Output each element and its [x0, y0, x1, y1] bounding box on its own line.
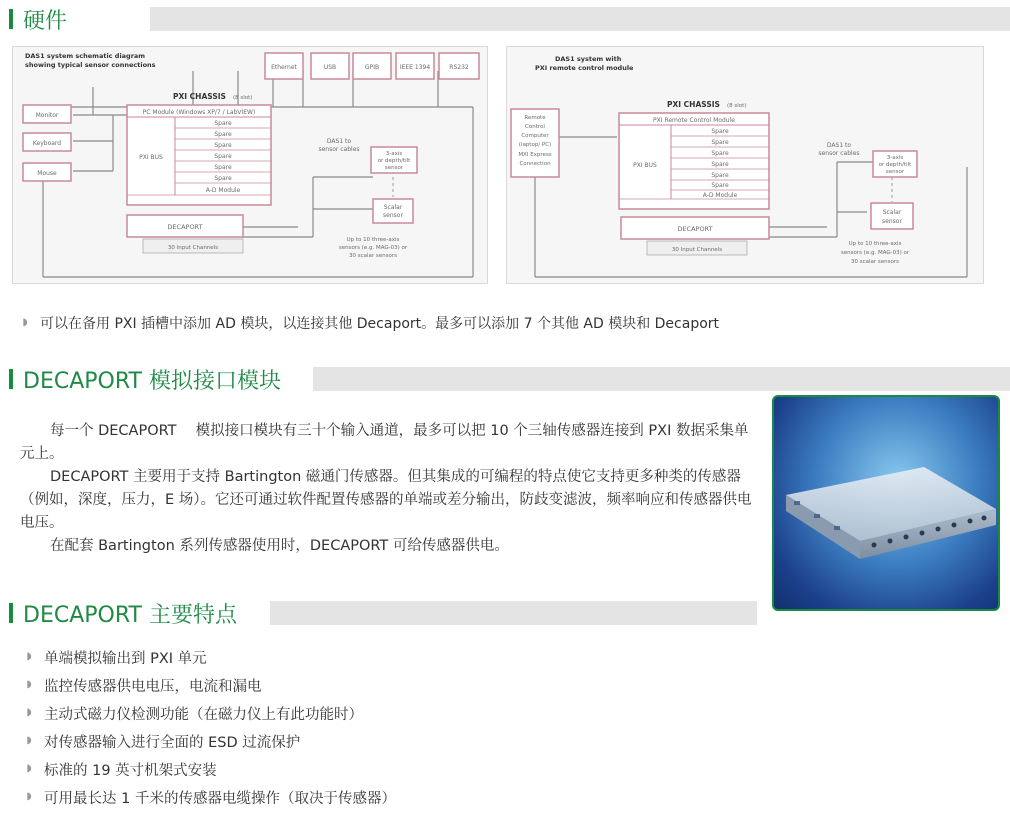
sensor-3axis-label: sensor	[384, 165, 404, 171]
list-item	[22, 727, 396, 755]
diagram-caption-line2: showing typical sensor connections	[25, 61, 156, 69]
bullet-icon: ◗	[22, 317, 28, 328]
interface-label: USB	[323, 64, 337, 71]
interface-label: IEEE 1394	[399, 64, 431, 71]
chassis-module: PC Module (Windows XP/7 / LabVIEW)	[142, 109, 256, 116]
sensor-3axis-label: 3-axis	[886, 155, 904, 161]
remote-label: MXI Express	[518, 152, 552, 158]
interface-label: RS232	[449, 64, 469, 71]
chassis-slot: Spare	[711, 161, 729, 168]
remote-label: Connection	[519, 161, 551, 167]
diagram-das1-remote	[506, 46, 984, 284]
chassis-bus: PXI BUS	[139, 154, 163, 161]
chassis-slot: Spare	[214, 131, 232, 138]
decaport-channels: 30 Input Channels	[167, 245, 219, 251]
feature-text: 标准的 19 英寸机架式安装	[44, 762, 217, 779]
chassis-title: PXI CHASSIS	[173, 92, 226, 101]
section-marker	[9, 9, 13, 29]
chassis-ad-module: A-D Module	[702, 192, 738, 199]
upto-label: 30 scalar sensors	[348, 253, 398, 259]
remote-label: (laptop/ PC)	[518, 142, 552, 148]
chassis-module: PXI Remote Control Module	[653, 117, 735, 124]
upto-label: Up to 10 three-axis	[346, 237, 400, 243]
section-rule	[270, 601, 757, 625]
chassis-slot: Spare	[214, 175, 232, 182]
decaport-label: DECAPORT	[167, 223, 203, 231]
list-item	[22, 699, 396, 727]
section-header-module	[0, 366, 281, 392]
feature-text: 可用最长达 1 千米的传感器电缆操作（取决于传感器）	[44, 790, 396, 807]
feature-text: 主动式磁力仪检测功能（在磁力仪上有此功能时）	[44, 706, 363, 723]
list-item	[22, 755, 396, 783]
chassis-slots: (8 slot)	[233, 95, 253, 101]
section-rule	[313, 367, 1010, 391]
decaport-product-image	[772, 395, 1000, 611]
bullet-icon: ◗	[26, 763, 32, 774]
section-header-features	[0, 600, 237, 626]
list-item	[22, 783, 396, 811]
section-marker	[9, 603, 13, 623]
upto-label: Up to 10 three-axis	[848, 241, 902, 247]
section-marker	[9, 369, 13, 389]
section-title-hardware: 硬件	[23, 8, 68, 34]
das1-cable-label: sensor cables	[818, 150, 860, 157]
chassis-slot: Spare	[711, 150, 729, 157]
feature-text: 监控传感器供电电压，电流和漏电	[44, 678, 262, 695]
section-rule	[150, 7, 1010, 31]
bullet-icon: ◗	[26, 707, 32, 718]
remote-label: Remote	[524, 115, 546, 121]
chassis-slot: Spare	[711, 172, 729, 179]
module-paragraph: 在配套 Bartington 系列传感器使用时，DECAPORT 可给传感器供电。	[50, 538, 509, 554]
chassis-slot: Spare	[711, 128, 729, 135]
features-list	[22, 643, 396, 811]
chassis-bus: PXI BUS	[633, 162, 657, 169]
sensor-3axis-label: or depth/tilt	[377, 158, 411, 164]
scalar-sensor-label: sensor	[383, 212, 403, 219]
interface-label: GPIB	[364, 64, 380, 71]
decaport-channels: 30 Input Channels	[671, 247, 723, 253]
hardware-note-text: 可以在备用 PXI 插槽中添加 AD 模块，以连接其他 Decaport。最多可以添加 7 个其他 AD 模块和 Decaport	[40, 316, 720, 332]
peripheral-label: Monitor	[35, 112, 59, 119]
peripheral-label: Keyboard	[32, 140, 62, 147]
chassis-slots: (8 slot)	[727, 103, 747, 109]
diagram-caption-line1: DAS1 system with	[555, 55, 622, 63]
scalar-sensor-label: Scalar	[882, 209, 902, 216]
upto-label: 30 scalar sensors	[850, 259, 900, 265]
sensor-3axis-label: sensor	[885, 169, 905, 175]
scalar-sensor-label: sensor	[882, 218, 902, 225]
peripheral-label: Mouse	[37, 170, 57, 177]
chassis-slot: Spare	[214, 153, 232, 160]
section-header-hardware	[0, 6, 67, 32]
chassis-slot: Spare	[214, 164, 232, 171]
chassis-title: PXI CHASSIS	[667, 100, 720, 109]
interface-label: Ethernet	[271, 64, 297, 71]
chassis-slot: Spare	[711, 182, 729, 189]
hardware-note	[18, 313, 719, 333]
remote-label: Control	[525, 124, 545, 130]
module-paragraph: 每一个 DECAPORT 模拟接口模块有三十个输入通道，最多可以把 10 个三轴传感器连接到 PXI 数据采集单元上。	[20, 423, 749, 462]
feature-text: 对传感器输入进行全面的 ESD 过流保护	[44, 734, 301, 751]
decaport-label: DECAPORT	[677, 225, 713, 233]
scalar-sensor-label: Scalar	[383, 204, 403, 211]
chassis-slot: Spare	[214, 142, 232, 149]
list-item	[22, 643, 396, 671]
diagram-caption-line2: PXI remote control module	[535, 64, 634, 72]
chassis-slot: Spare	[711, 139, 729, 146]
diagram-das1-schematic	[12, 46, 488, 284]
bullet-icon: ◗	[26, 735, 32, 746]
diagram-caption-line1: DAS1 system schematic diagram	[25, 52, 146, 60]
sensor-3axis-label: 3-axis	[385, 151, 403, 157]
list-item	[22, 671, 396, 699]
module-paragraph: DECAPORT 主要用于支持 Bartington 磁通门传感器。但其集成的可编程的特点使它支持更多种类的传感器（例如，深度，压力，E 场）。它还可通过软件配置传感器的单端或差分输出，防歧变滤波，频率响应和传感器供电电压。	[20, 469, 752, 531]
bullet-icon: ◗	[26, 791, 32, 802]
section-title-module: DECAPORT 模拟接口模块	[23, 368, 281, 394]
upto-label: sensors (e.g. MAG-03) or	[840, 250, 910, 256]
remote-label: Computer	[521, 133, 549, 139]
module-description	[20, 420, 762, 558]
chassis-slot: Spare	[214, 120, 232, 127]
das1-cable-label: DAS1 to	[326, 138, 352, 145]
section-title-features: DECAPORT 主要特点	[23, 602, 237, 628]
das1-cable-label: sensor cables	[318, 146, 360, 153]
chassis-ad-module: A-D Module	[205, 187, 241, 194]
sensor-3axis-label: or depth/tilt	[878, 162, 912, 168]
bullet-icon: ◗	[26, 651, 32, 662]
feature-text: 单端模拟输出到 PXI 单元	[44, 650, 207, 667]
das1-cable-label: DAS1 to	[826, 142, 852, 149]
bullet-icon: ◗	[26, 679, 32, 690]
upto-label: sensors (e.g. MAG-03) or	[338, 245, 408, 251]
